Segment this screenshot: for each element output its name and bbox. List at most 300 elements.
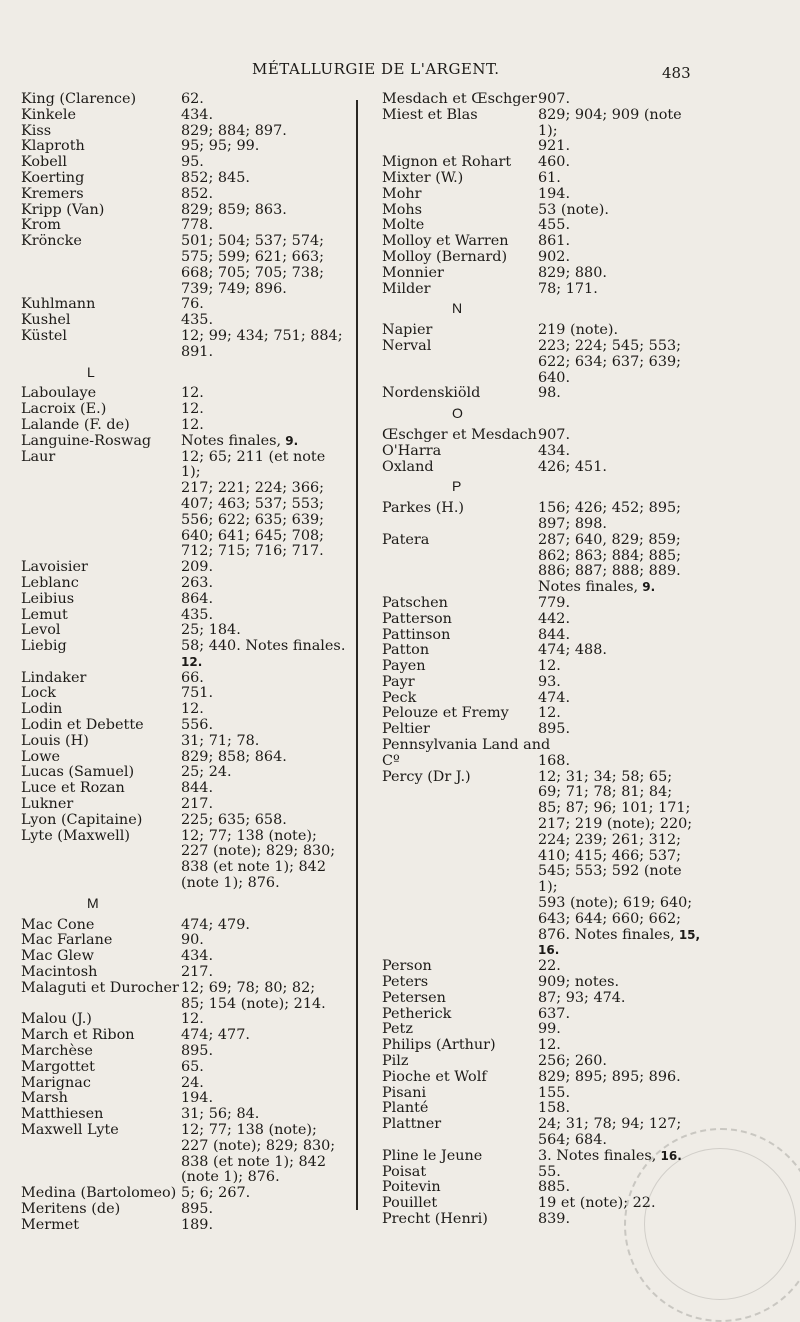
- entry-references: 225; 635; 658.: [181, 811, 287, 828]
- entry-references: 455.: [538, 217, 571, 234]
- index-entry: [21, 218, 346, 234]
- entry-name: Marsh: [21, 1090, 68, 1107]
- entry-name: Mac Farlane: [21, 932, 113, 949]
- index-entry: [382, 612, 702, 628]
- index-entry: [382, 659, 702, 675]
- entry-name: Kushel: [21, 312, 71, 329]
- entry-references: 194.: [538, 185, 571, 202]
- section-letter: N: [452, 300, 463, 317]
- entry-references: 434.: [538, 442, 571, 459]
- index-entry: [21, 829, 346, 892]
- entry-references: 25; 184.: [181, 622, 241, 639]
- index-entry: [382, 991, 702, 1007]
- entry-references: 219 (note).: [538, 322, 619, 339]
- entry-references: 895.: [181, 1043, 214, 1060]
- index-entry: [21, 155, 346, 171]
- entry-references: 12.: [538, 1037, 561, 1054]
- index-entry: [382, 339, 702, 386]
- index-entry: [21, 187, 346, 203]
- index-entry: [21, 671, 346, 687]
- entry-references: 12.: [181, 701, 204, 718]
- index-entry: [21, 1060, 346, 1076]
- entry-references: 217.: [181, 964, 214, 981]
- index-entry: [21, 313, 346, 329]
- entry-references: 435.: [181, 606, 214, 623]
- entry-name: Kremers: [21, 185, 84, 202]
- entry-name: Philips (Arthur): [382, 1037, 496, 1054]
- entry-references: 861.: [538, 233, 571, 250]
- entry-references: 902.: [538, 248, 571, 265]
- entry-references: 99.: [538, 1021, 561, 1038]
- index-entry: [382, 1022, 702, 1038]
- index-entry: [21, 734, 346, 750]
- page-number: 483: [662, 64, 691, 82]
- entry-name: Lindaker: [21, 669, 87, 686]
- index-entry: [382, 250, 702, 266]
- index-entry: [21, 965, 346, 981]
- index-entry: [21, 702, 346, 718]
- entry-references: 637.: [538, 1005, 571, 1022]
- entry-name: Molloy (Bernard): [382, 248, 508, 265]
- section-letter: O: [452, 405, 463, 422]
- entry-name: Peck: [382, 689, 417, 706]
- entry-references: 852; 845.: [181, 169, 250, 186]
- entry-name: Medina (Bartolomeo): [21, 1185, 177, 1202]
- entry-references: 93.: [538, 673, 561, 690]
- entry-name: Macintosh: [21, 964, 98, 981]
- column-divider: [356, 100, 358, 1210]
- entry-name: Mignon et Rohart: [382, 154, 512, 171]
- entry-references: 474; 488.: [538, 642, 607, 659]
- entry-name: Percy (Dr J.): [382, 768, 471, 785]
- entry-name: Klaproth: [21, 138, 85, 155]
- entry-references: 895.: [181, 1200, 214, 1217]
- index-entry: [382, 691, 702, 707]
- index-entry: [382, 1117, 702, 1149]
- entry-name: Mermet: [21, 1216, 80, 1233]
- entry-references: 909; notes.: [538, 974, 620, 991]
- entry-references: 839.: [538, 1210, 571, 1227]
- entry-references: 168.: [538, 752, 571, 769]
- entry-references: 287; 640, 829; 859; 862; 863; 884; 885; 886; 887; 888; 889. Notes finales, 9.: [538, 531, 681, 596]
- entry-references: 98.: [538, 385, 561, 402]
- entry-references: 61.: [538, 169, 561, 186]
- entry-name: Küstel: [21, 327, 67, 344]
- section-letter: M: [87, 894, 99, 911]
- index-entry: [382, 266, 702, 282]
- entry-name: Mesdach et Œschger: [382, 91, 537, 107]
- entry-references: 90.: [181, 932, 204, 949]
- index-entry: [382, 92, 702, 108]
- entry-references: 22.: [538, 958, 561, 975]
- index-entry: [21, 608, 346, 624]
- entry-references: 442.: [538, 610, 571, 627]
- index-entry: [382, 444, 702, 460]
- index-entry: [382, 187, 702, 203]
- entry-references: 829; 904; 909 (note 1); 921.: [538, 106, 682, 155]
- entry-name: Lodin: [21, 701, 63, 718]
- entry-name: Mac Glew: [21, 948, 94, 965]
- entry-name: Mac Cone: [21, 916, 95, 933]
- entry-references: 58; 440. Notes finales. 12.: [181, 638, 346, 669]
- entry-name: Kinkele: [21, 106, 76, 123]
- entry-references: 12.: [181, 1011, 204, 1028]
- entry-references: 907.: [538, 91, 571, 107]
- entry-name: Languine-Roswag: [21, 432, 152, 449]
- entry-references: 434.: [181, 106, 214, 123]
- index-entry: [21, 639, 346, 671]
- entry-references: 501; 504; 537; 574; 575; 599; 621; 663; 668; 705; 705; 738; 739; 749; 896.: [181, 233, 324, 297]
- index-entry: [21, 686, 346, 702]
- entry-name: Poisat: [382, 1163, 427, 1180]
- entry-references: 474.: [538, 689, 571, 706]
- index-entry: [21, 718, 346, 734]
- index-entry: [382, 643, 702, 659]
- entry-name: Cº: [382, 752, 400, 769]
- entry-name: Meritens (de): [21, 1200, 121, 1217]
- entry-references: 53 (note).: [538, 201, 609, 218]
- entry-references: 12; 77; 138 (note); 227 (note); 829; 830; 838 (et note 1); 842 (note 1); 876.: [181, 827, 336, 892]
- index-entry: [382, 533, 702, 596]
- entry-references: 12; 69; 78; 80; 82; 85; 154 (note); 214.: [181, 979, 326, 1012]
- index-entry: [382, 754, 702, 770]
- entry-references: 217.: [181, 796, 214, 813]
- index-entry: [382, 428, 702, 444]
- entry-references: 435.: [181, 312, 214, 329]
- entry-references: 256; 260.: [538, 1053, 607, 1070]
- entry-name: Pline le Jeune: [382, 1147, 483, 1164]
- entry-name: Nordenskiöld: [382, 385, 481, 402]
- index-entry: [21, 402, 346, 418]
- index-entry: [21, 108, 346, 124]
- index-entry: [21, 297, 346, 313]
- entry-references: 3. Notes finales, 16.: [538, 1147, 682, 1164]
- index-entry: [382, 171, 702, 187]
- index-entry: [21, 139, 346, 155]
- index-entry: [382, 738, 702, 754]
- entry-references: 263.: [181, 574, 214, 591]
- index-entry: [382, 282, 702, 298]
- entry-references: 556.: [181, 717, 214, 734]
- entry-references: 779.: [538, 594, 571, 611]
- entry-name: Parkes (H.): [382, 500, 465, 517]
- entry-name: Kuhlmann: [21, 296, 96, 313]
- section-letter: P: [452, 478, 462, 495]
- entry-name: Laur: [21, 448, 56, 465]
- index-entry: [382, 155, 702, 171]
- entry-references: 12.: [181, 416, 204, 433]
- index-entry: [382, 501, 702, 533]
- index-entry: [21, 434, 346, 450]
- entry-name: Person: [382, 958, 432, 975]
- entry-references: 12; 77; 138 (note); 227 (note); 829; 830; 838 (et note 1); 842 (note 1); 876.: [181, 1122, 336, 1186]
- entry-name: Lodin et Debette: [21, 717, 144, 734]
- entry-name: Kripp (Van): [21, 201, 105, 218]
- index-entry: [21, 623, 346, 639]
- entry-references: 778.: [181, 217, 214, 234]
- entry-name: Mohs: [382, 201, 423, 218]
- entry-references: 829; 880.: [538, 264, 607, 281]
- entry-references: Notes finales, 9.: [181, 432, 299, 449]
- index-entry: [21, 765, 346, 781]
- entry-references: 434.: [181, 948, 214, 965]
- index-entry: [382, 203, 702, 219]
- entry-references: 31; 56; 84.: [181, 1106, 260, 1123]
- entry-references: 829; 884; 897.: [181, 122, 287, 139]
- entry-references: 12; 31; 34; 58; 65; 69; 71; 78; 81; 84; 85; 87; 96; 101; 171; 217; 219 (note); 220; 224; 239; 261; 312; 410; 415; 466; 537; 545; 553; 592 (note 1); 593 (note); 619; 640; 643; 644; 660; 662; 876. Notes finales, 15, 16.: [538, 768, 701, 958]
- index-entry: [21, 750, 346, 766]
- entry-name: Malou (J.): [21, 1011, 92, 1028]
- entry-name: Liebig: [21, 638, 67, 655]
- index-entry: [21, 981, 346, 1013]
- entry-name: Krom: [21, 217, 61, 234]
- entry-name: Petherick: [382, 1005, 452, 1022]
- entry-name: Oxland: [382, 458, 434, 475]
- entry-name: Lyte (Maxwell): [21, 827, 131, 844]
- entry-name: Nerval: [382, 337, 432, 354]
- index-entry: [21, 418, 346, 434]
- entry-references: 829; 895; 895; 896.: [538, 1068, 681, 1085]
- index-entry: [21, 92, 346, 108]
- entry-references: 474; 479.: [181, 916, 250, 933]
- entry-references: 844.: [538, 626, 571, 643]
- running-title: MÉTALLURGIE DE L'ARGENT.: [252, 60, 500, 78]
- index-entry: [21, 203, 346, 219]
- index-entry: [21, 781, 346, 797]
- section-letter: L: [87, 363, 95, 380]
- entry-name: Payen: [382, 658, 426, 675]
- entry-name: Kröncke: [21, 233, 82, 250]
- index-entry: [382, 722, 702, 738]
- entry-name: Pisani: [382, 1084, 427, 1101]
- entry-references: 155.: [538, 1084, 571, 1101]
- page-header: [0, 60, 800, 84]
- index-entry: [21, 1218, 346, 1234]
- entry-references: 76.: [181, 296, 204, 313]
- entry-references: 78; 171.: [538, 280, 598, 297]
- index-entry: [382, 628, 702, 644]
- entry-name: Mohr: [382, 185, 422, 202]
- entry-references: 426; 451.: [538, 458, 607, 475]
- index-entry: [382, 1038, 702, 1054]
- entry-references: 87; 93; 474.: [538, 989, 626, 1006]
- index-entry: [382, 386, 702, 402]
- entry-name: Precht (Henri): [382, 1210, 488, 1227]
- index-entry: [382, 108, 702, 155]
- entry-name: Petersen: [382, 989, 446, 1006]
- entry-references: 12; 65; 211 (et note 1); 217; 221; 224; 366; 407; 463; 537; 553; 556; 622; 635; 639; 640; 641; 645; 708; 712; 715; 716; 717.: [181, 448, 326, 560]
- entry-name: Napier: [382, 322, 433, 339]
- entry-references: 829; 859; 863.: [181, 201, 287, 218]
- library-stamp: [624, 1128, 800, 1322]
- index-entry: [21, 918, 346, 934]
- entry-name: Peters: [382, 974, 429, 991]
- entry-name: Poitevin: [382, 1179, 441, 1196]
- entry-name: Kiss: [21, 122, 52, 139]
- index-entry: [21, 386, 346, 402]
- entry-name: Kobell: [21, 154, 67, 171]
- index-entry: [21, 933, 346, 949]
- index-entry: [21, 124, 346, 140]
- index-entry: [21, 1076, 346, 1092]
- index-entry: [21, 234, 346, 297]
- entry-name: March et Ribon: [21, 1027, 135, 1044]
- index-entry: [21, 1091, 346, 1107]
- index-entry: [382, 1070, 702, 1086]
- entry-references: 189.: [181, 1216, 214, 1233]
- index-entry: [21, 576, 346, 592]
- index-entry: [21, 1028, 346, 1044]
- entry-references: 223; 224; 545; 553; 622; 634; 637; 639; 640.: [538, 337, 681, 386]
- index-entry: [382, 1086, 702, 1102]
- index-entry: [21, 592, 346, 608]
- entry-name: Patera: [382, 531, 430, 548]
- entry-name: Malaguti et Durocher: [21, 979, 179, 996]
- index-entry: [21, 1123, 346, 1186]
- entry-references: 25; 24.: [181, 764, 232, 781]
- index-column-left: [21, 92, 346, 1234]
- entry-name: Monnier: [382, 264, 444, 281]
- index-entry: [382, 975, 702, 991]
- entry-name: Lemut: [21, 606, 68, 623]
- entry-name: Leblanc: [21, 574, 79, 591]
- entry-name: Pattinson: [382, 626, 451, 643]
- entry-name: Leibius: [21, 590, 75, 607]
- index-entry: [382, 460, 702, 476]
- entry-references: 844.: [181, 780, 214, 797]
- entry-name: Patton: [382, 642, 430, 659]
- entry-name: Petz: [382, 1021, 413, 1038]
- entry-name: Payr: [382, 673, 415, 690]
- index-column-right: [382, 92, 702, 1228]
- index-entry: [382, 770, 702, 960]
- entry-references: 95.: [181, 154, 204, 171]
- index-entry: [382, 675, 702, 691]
- index-entry: [382, 596, 702, 612]
- entry-name: Mixter (W.): [382, 169, 464, 186]
- entry-name: Pilz: [382, 1053, 409, 1070]
- entry-references: 474; 477.: [181, 1027, 250, 1044]
- index-entry: [21, 1012, 346, 1028]
- entry-name: Lavoisier: [21, 559, 88, 576]
- entry-references: 31; 71; 78.: [181, 732, 260, 749]
- index-entry: [382, 1054, 702, 1070]
- entry-name: Pioche et Wolf: [382, 1068, 487, 1085]
- index-entry: [21, 1107, 346, 1123]
- entry-references: 829; 858; 864.: [181, 748, 287, 765]
- entry-name: Luce et Rozan: [21, 780, 125, 797]
- entry-name: Pelouze et Fremy: [382, 705, 509, 722]
- entry-name: Margottet: [21, 1058, 95, 1075]
- entry-name: Peltier: [382, 721, 430, 738]
- entry-name: King (Clarence): [21, 91, 137, 107]
- entry-name: Lock: [21, 685, 56, 702]
- entry-references: 852.: [181, 185, 214, 202]
- entry-references: 751.: [181, 685, 214, 702]
- entry-references: 885.: [538, 1179, 571, 1196]
- entry-name: Lukner: [21, 796, 74, 813]
- index-entry: [382, 959, 702, 975]
- entry-references: 460.: [538, 154, 571, 171]
- entry-name: Levol: [21, 622, 61, 639]
- index-entry: [21, 560, 346, 576]
- index-entry: [21, 797, 346, 813]
- entry-references: 5; 6; 267.: [181, 1185, 251, 1202]
- entry-references: 12.: [181, 401, 204, 418]
- entry-name: Molloy et Warren: [382, 233, 509, 250]
- index-entry: [21, 329, 346, 361]
- index-entry: [21, 1202, 346, 1218]
- index-entry: [21, 1044, 346, 1060]
- index-entry: [21, 949, 346, 965]
- entry-references: 65.: [181, 1058, 204, 1075]
- entry-references: 12.: [538, 705, 561, 722]
- index-entry: [382, 1007, 702, 1023]
- entry-name: Molte: [382, 217, 425, 234]
- entry-references: 24; 31; 78; 94; 127; 564; 684.: [538, 1116, 682, 1148]
- entry-name: Patterson: [382, 610, 452, 627]
- index-entry: [382, 1101, 702, 1117]
- entry-name: Marchèse: [21, 1043, 93, 1060]
- entry-references: 95; 95; 99.: [181, 138, 260, 155]
- index-entry: [382, 323, 702, 339]
- entry-name: Lyon (Capitaine): [21, 811, 143, 828]
- entry-name: Matthiesen: [21, 1106, 104, 1123]
- entry-name: Lalande (F. de): [21, 416, 130, 433]
- index-entry: [21, 171, 346, 187]
- entry-references: 209.: [181, 559, 214, 576]
- entry-references: 12; 99; 434; 751; 884; 891.: [181, 327, 343, 360]
- index-entry: [382, 234, 702, 250]
- entry-name: Lucas (Samuel): [21, 764, 135, 781]
- entry-name: Maxwell Lyte: [21, 1122, 119, 1138]
- index-entry: [382, 706, 702, 722]
- entry-name: Patschen: [382, 594, 448, 611]
- entry-references: 55.: [538, 1163, 561, 1180]
- entry-name: Marignac: [21, 1074, 91, 1091]
- entry-name: O'Harra: [382, 442, 442, 459]
- entry-references: 156; 426; 452; 895; 897; 898.: [538, 500, 681, 532]
- entry-name: Planté: [382, 1100, 429, 1117]
- entry-name: Koerting: [21, 169, 85, 186]
- entry-references: 907.: [538, 426, 571, 443]
- entry-name: Œschger et Mesdach: [382, 426, 537, 443]
- index-entry: [21, 450, 346, 561]
- entry-references: 62.: [181, 91, 204, 107]
- index-entry: [382, 218, 702, 234]
- index-entry: [21, 813, 346, 829]
- entry-name: Miest et Blas: [382, 106, 478, 123]
- entry-references: 895.: [538, 721, 571, 738]
- entry-name: Pennsylvania Land and: [382, 737, 551, 754]
- entry-references: 158.: [538, 1100, 571, 1117]
- entry-references: 19 et (note); 22.: [538, 1195, 656, 1212]
- entry-name: Plattner: [382, 1116, 442, 1133]
- entry-name: Milder: [382, 280, 431, 297]
- entry-references: 194.: [181, 1090, 214, 1107]
- entry-name: Pouillet: [382, 1195, 438, 1212]
- index-entry: [21, 1186, 346, 1202]
- entry-references: 24.: [181, 1074, 204, 1091]
- entry-references: 12.: [538, 658, 561, 675]
- entry-name: Laboulaye: [21, 385, 97, 402]
- entry-references: 12.: [181, 385, 204, 402]
- entry-name: Lacroix (E.): [21, 401, 107, 418]
- entry-references: 864.: [181, 590, 214, 607]
- entry-name: Louis (H): [21, 732, 89, 749]
- entry-name: Lowe: [21, 748, 61, 765]
- entry-references: 66.: [181, 669, 204, 686]
